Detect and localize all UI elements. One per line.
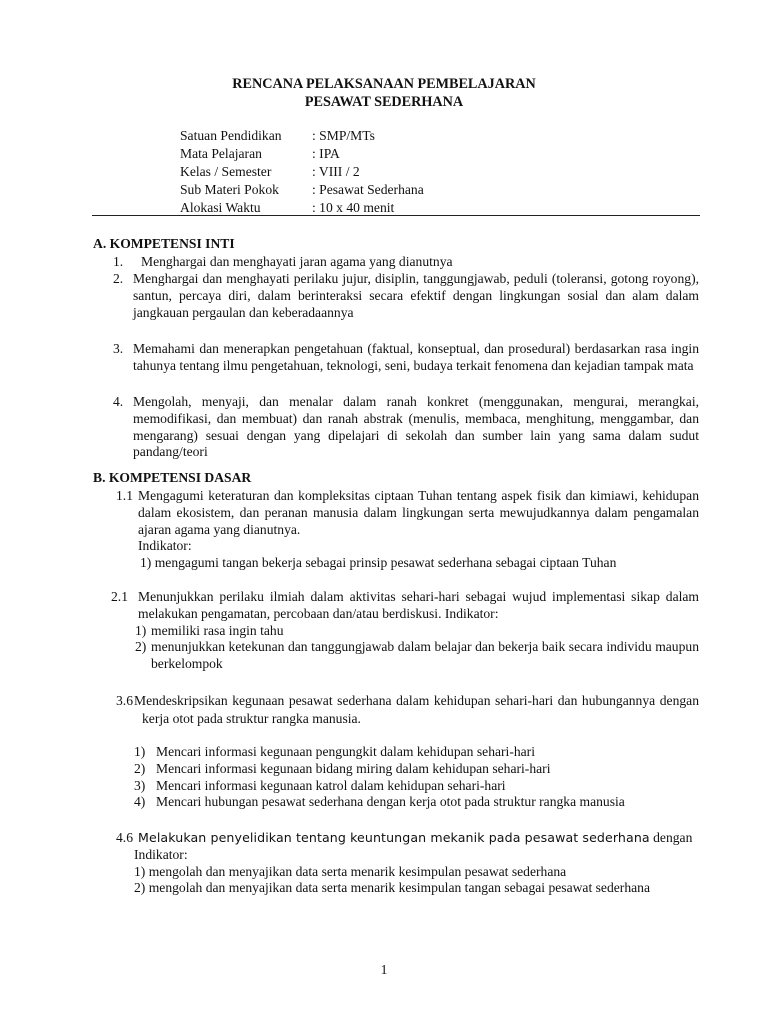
indicator-number: 2) — [135, 639, 147, 655]
section-heading-kd: B. KOMPETENSI DASAR — [93, 470, 252, 485]
kd-number: 3.6 — [116, 693, 133, 708]
indicator-number: 2) — [134, 760, 146, 776]
list-number: 4. — [113, 394, 124, 409]
list-text: Memahami dan menerapkan pengetahuan (faktual, konseptual, dan prosedural) berdasarkan rasa ingin tahunya tentang ilmu pengetahuan, teknologi, seni, budaya terkait fenomena dan kejadian tampak mata — [133, 341, 699, 373]
list-number: 2. — [113, 271, 124, 286]
info-table — [180, 128, 424, 218]
indicator-item — [135, 639, 699, 673]
doc-subtitle: PESAWAT SEDERHANA — [304, 94, 464, 110]
kd-text: Melakukan penyelidikan tentang keuntungan mekanik pada pesawat sederhana — [138, 830, 650, 845]
list-item — [111, 589, 699, 623]
kd-text-tail: dengan — [649, 830, 693, 845]
indikator-label: Indikator: — [138, 538, 192, 554]
list-item — [113, 341, 699, 394]
indicator-item: 1) mengolah dan menyajikan data serta menarik kesimpulan pesawat sederhana — [134, 863, 567, 879]
kd-number: 2.1 — [111, 589, 128, 604]
ki-list — [113, 254, 699, 461]
indicator-text: Mencari informasi kegunaan katrol dalam kehidupan sehari-hari — [156, 777, 506, 793]
page-number: 1 — [380, 962, 388, 977]
info-row — [180, 146, 424, 164]
list-item — [116, 488, 699, 538]
indicator-number: 3) — [134, 777, 146, 793]
list-text: Menghargai dan menghayati jaran agama yang dianutnya — [141, 254, 453, 269]
doc-title: RENCANA PELAKSANAAN PEMBELAJARAN — [232, 76, 536, 92]
indicator-text: Mencari informasi kegunaan pengungkit dalam kehidupan sehari-hari — [156, 744, 535, 759]
kd-text: Mendeskripsikan kegunaan pesawat sederhana dalam kehidupan sehari-hari dan hubungannya dengan kerja otot pada struktur rangka manusia. — [134, 693, 699, 726]
kd-3-6-indicators — [134, 744, 699, 811]
info-value: : Pesawat Sederhana — [312, 182, 424, 197]
list-item — [113, 394, 699, 461]
info-value: : 10 x 40 menit — [312, 200, 395, 215]
list-text: Mengolah, menyaji, dan menalar dalam ranah konkret (menggunakan, mengurai, merangkai, memodifikasi, dan membuat) dan ranah abstrak (menulis, membaca, menghitung, menggambar, dan mengarang) sesuai dengan yang dipelajari di sekolah dan sumber lain yang sama dalam sudut pandang/teori — [133, 394, 699, 460]
indicator-item: 1) mengagumi tangan bekerja sebagai prinsip pesawat sederhana sebagai ciptaan Tuhan — [140, 555, 617, 571]
info-label: Kelas / Semester — [180, 164, 272, 179]
indicator-text: Mencari informasi kegunaan bidang miring dalam kehidupan sehari-hari — [156, 760, 551, 776]
indicator-item — [135, 623, 699, 640]
info-label: Mata Pelajaran — [180, 146, 262, 161]
indicator-item — [134, 761, 699, 778]
info-row — [180, 182, 424, 200]
info-label: Satuan Pendidikan — [180, 128, 282, 143]
info-value: : VIII / 2 — [312, 164, 360, 179]
kd-line — [116, 830, 699, 847]
info-label: Sub Materi Pokok — [180, 182, 279, 197]
info-label: Alokasi Waktu — [180, 200, 261, 215]
info-row — [180, 128, 424, 146]
kd-item-3-6 — [116, 692, 699, 728]
indicator-item — [134, 744, 699, 761]
list-item — [113, 271, 699, 341]
list-item — [113, 254, 699, 271]
kd-number: 1.1 — [116, 488, 133, 503]
indicator-text: memiliki rasa ingin tahu — [151, 622, 284, 638]
info-row — [180, 164, 424, 182]
info-value: : SMP/MTs — [312, 128, 375, 143]
kd-number: 4.6 — [116, 830, 133, 845]
indicator-number: 4) — [134, 794, 146, 810]
indicator-text: menunjukkan ketekunan dan tanggungjawab dalam belajar dan bekerja baik secara individu maupun berkelompok — [151, 639, 699, 672]
kd-text: Mengagumi keteraturan dan kompleksitas ciptaan Tuhan tentang aspek fisik dan kimiawi, kehidupan dalam ekosistem, dan peranan manusia dalam lingkungan serta mewujudkannya dalam pengamalan ajaran agama yang dianutnya. — [138, 488, 699, 537]
header-divider — [92, 215, 700, 216]
kd-item-2-1 — [111, 589, 699, 673]
indicator-item — [134, 794, 699, 811]
indicator-item: 2) mengolah dan menyajikan data serta menarik kesimpulan tangan sebagai pesawat sederhana — [134, 880, 650, 896]
kd-item-1-1 — [116, 488, 699, 572]
indicator-text: Mencari hubungan pesawat sederhana dengan kerja otot pada struktur rangka manusia — [156, 794, 625, 810]
info-value: : IPA — [312, 146, 340, 161]
list-item — [116, 692, 699, 728]
kd-item-4-6 — [116, 830, 699, 897]
indicator-number: 1) — [134, 744, 146, 759]
list-number: 3. — [113, 341, 124, 356]
list-text: Menghargai dan menghayati perilaku jujur, disiplin, tanggungjawab, peduli (toleransi, gotong royong), santun, percaya diri, dalam berinteraksi secara efektif dengan lingkungan sosial dan alam dalam jangkauan pergaulan dan keberadaannya — [133, 271, 699, 320]
list-number: 1. — [113, 254, 124, 269]
indicator-number: 1) — [135, 622, 147, 638]
section-heading-ki: A. KOMPETENSI INTI — [93, 236, 235, 251]
kd-text: Menunjukkan perilaku ilmiah dalam aktivitas sehari-hari sebagai wujud implementasi sikap dalam melakukan pengamatan, percobaan dan/atau berdiskusi. Indikator: — [138, 589, 699, 621]
indikator-label: Indikator: — [134, 846, 188, 862]
indicator-item — [134, 778, 699, 795]
